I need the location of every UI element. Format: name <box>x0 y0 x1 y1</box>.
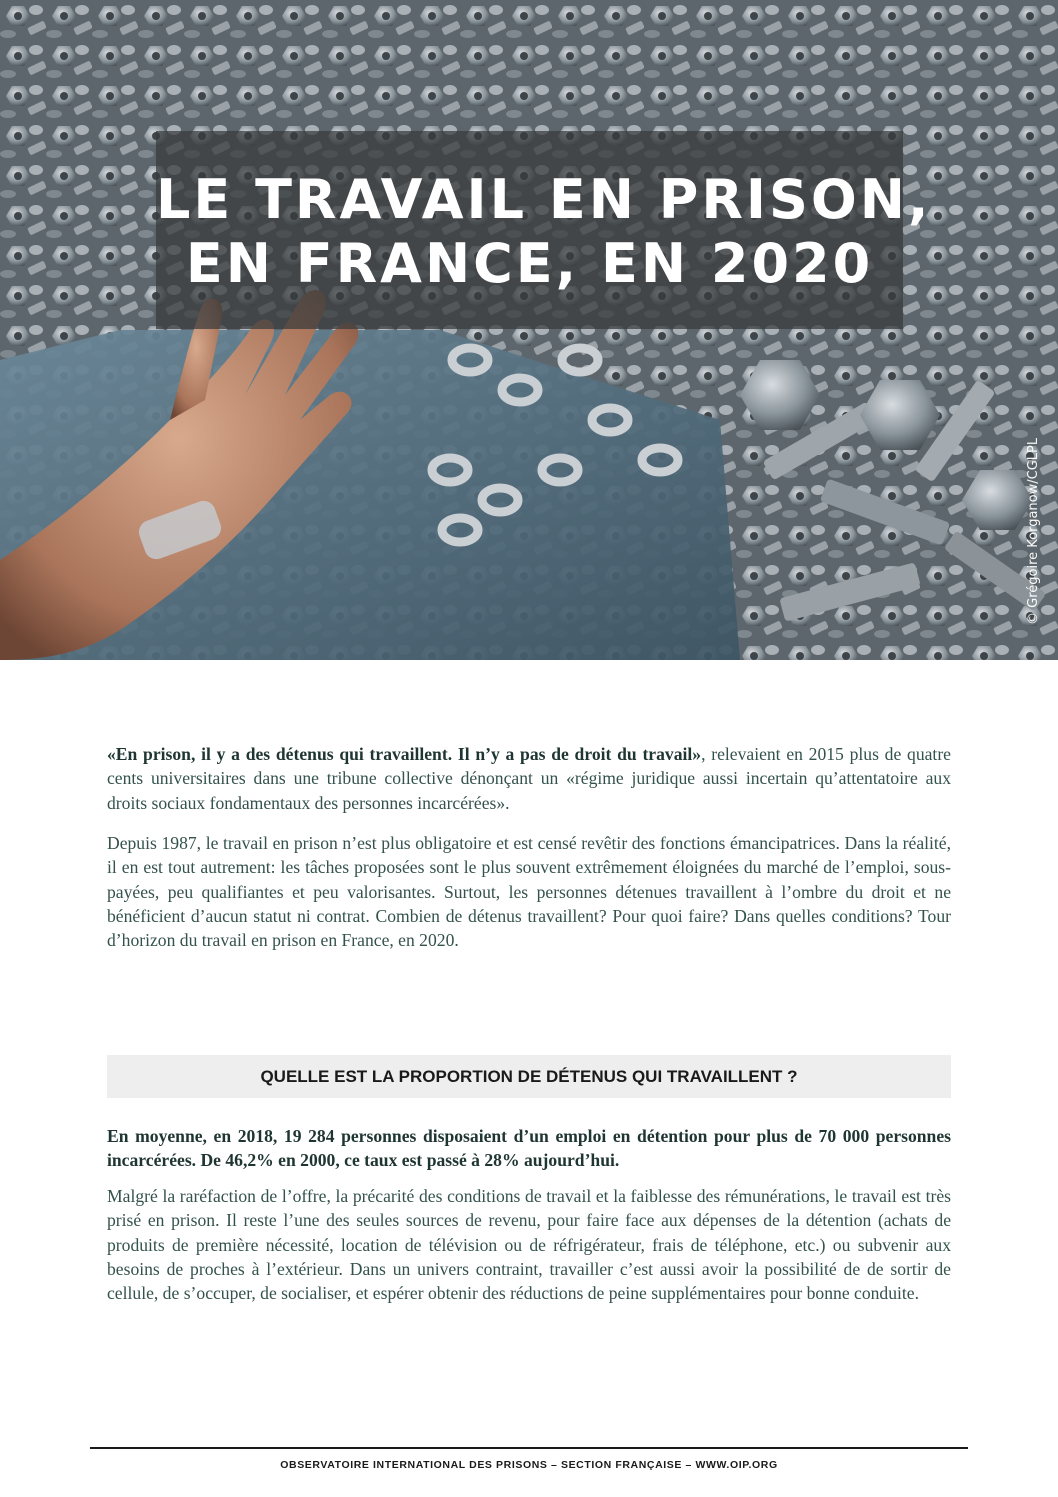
footer-text: OBSERVATOIRE INTERNATIONAL DES PRISONS – SECTION FRANÇAISE – WWW.OIP.ORG <box>280 1459 778 1471</box>
hero-photo <box>0 0 1058 660</box>
intro-quote: «En prison, il y a des détenus qui travaillent. Il n’y a pas de droit du travail» <box>107 744 702 764</box>
section-body: Malgré la raréfaction de l’offre, la précarité des conditions de travail et la faiblesse des rémunérations, le travail est très prisé en prison. Il reste l’une des seules sources de revenu, pour faire face aux dépenses de la détention (achats de produits de première nécessité, location de télévision ou de réfrigérateur, frais de téléphone, etc.) ou subvenir aux besoins de proches à l’extérieur. Dans un univers contraint, travailler c’est aussi avoir la possibilité de de sortir de cellule, de s’occuper, de socialiser, et espérer obtenir des réductions de peine supplémentaires pour bonne conduite. <box>107 1186 951 1304</box>
intro-quote-context: , relevaient en 2015 plus de quatre cents universitaires dans une tribune collective dénonçant un «régime juridique aussi incertain qu’attentatoire aux droits sociaux fondamentaux des personnes incarcérées». <box>107 744 951 813</box>
bolts-and-hand-photo <box>0 0 1058 660</box>
intro-paragraph-1 <box>107 742 951 815</box>
intro-paragraph-2: Depuis 1987, le travail en prison n’est plus obligatoire et est censé revêtir des fonctions émancipatrices. Dans la réalité, il en est tout autrement: les tâches proposées sont le plus souvent extrêmement éloignées du marché de l’emploi, sous-payées, peu qualifiantes et peu valorisantes. Surtout, les personnes détenues travaillent à l’ombre du droit et ne bénéficient d’aucun statut ni contrat. Combien de détenus travaillent? Pour quoi faire? Dans quelles conditions? Tour d’horizon du travail en prison en France, en 2020. <box>107 833 951 951</box>
section-heading: QUELLE EST LA PROPORTION DE DÉTENUS QUI TRAVAILLENT ? <box>260 1067 798 1086</box>
page-title-line-2: EN FRANCE, EN 2020 <box>185 232 874 295</box>
page-title-line-1: LE TRAVAIL EN PRISON, <box>156 168 932 231</box>
section-lead: En moyenne, en 2018, 19 284 personnes disposaient d’un emploi en détention pour plus de 70 000 personnes incarcérées. De 46,2% en 2000, ce taux est passé à 28% aujourd’hui. <box>107 1126 951 1171</box>
footer-divider <box>90 1447 968 1449</box>
photo-credit: © Grégoire Korganow/CGLPL <box>1026 437 1041 625</box>
